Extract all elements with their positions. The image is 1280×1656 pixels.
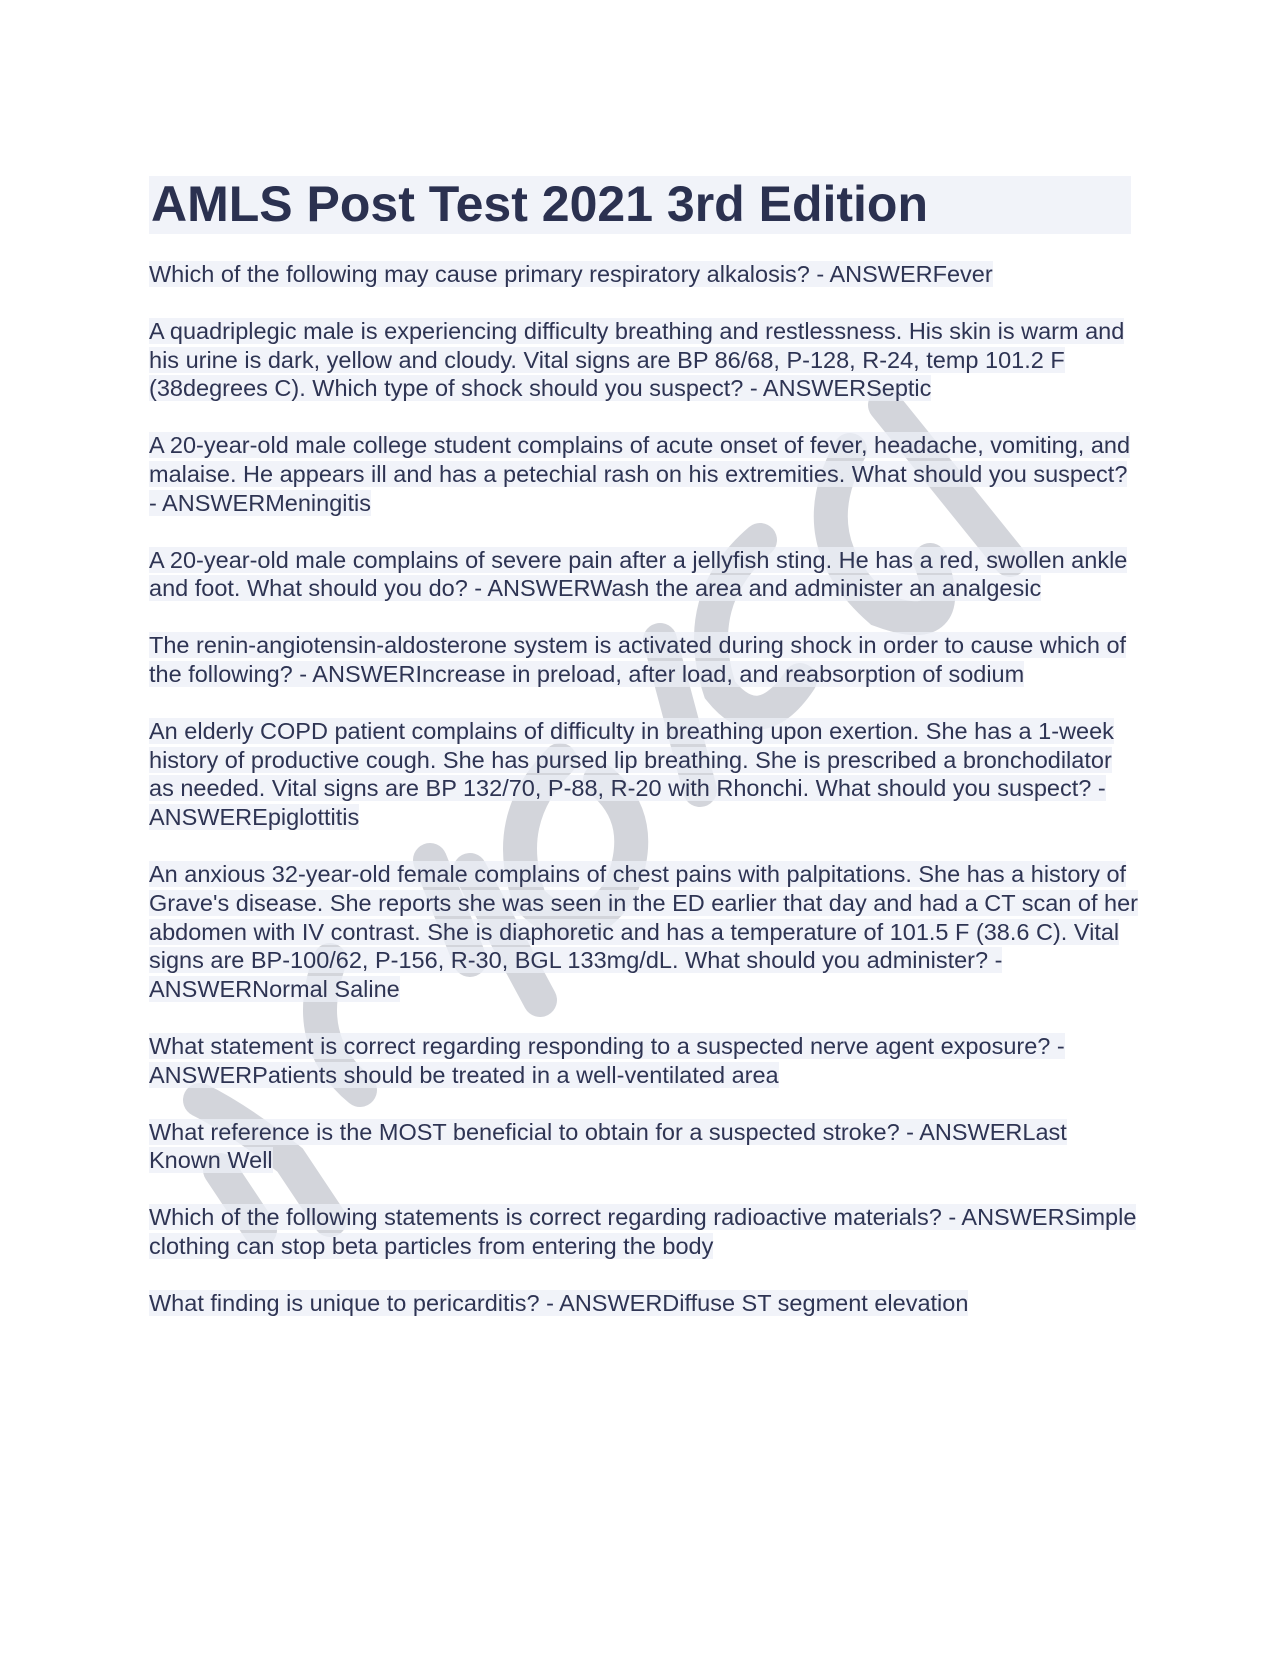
- qa-item: [149, 1032, 1139, 1090]
- document-title: AMLS Post Test 2021 3rd Edition: [149, 176, 1131, 234]
- qa-item: [149, 717, 1139, 832]
- qa-text: A 20-year-old male college student complains of acute onset of fever, headache, vomiting, and malaise. He appears ill and has a petechial rash on his extremities. What should you suspect? - ANSWERMeningitis: [149, 432, 1131, 516]
- qa-text: The renin-angiotensin-aldosterone system is activated during shock in order to cause which of the following? - ANSWERIncrease in preload, after load, and reabsorption of sodium: [149, 632, 1127, 687]
- qa-text: What reference is the MOST beneficial to obtain for a suspected stroke? - ANSWERLast Known Well: [149, 1118, 1067, 1174]
- qa-text: What statement is correct regarding responding to a suspected nerve agent exposure? - ANSWERPatients should be treated in a well-ventilated area: [149, 1032, 1065, 1088]
- qa-item: [149, 631, 1139, 689]
- document-body: [149, 176, 1139, 1346]
- qa-item: [149, 260, 1139, 289]
- qa-item: [149, 1118, 1139, 1176]
- qa-text: An anxious 32-year-old female complains of chest pains with palpitations. She has a history of Grave's disease. She reports she was seen in the ED earlier that day and had a CT scan of her abdomen with IV contrast. She is diaphoretic and has a temperature of 101.5 F (38.6 C). Vital signs are BP-100/62, P-156, R-30, BGL 133mg/dL. What should you administer? - ANSWERNormal Saline: [149, 860, 1138, 1003]
- qa-item: [149, 1203, 1139, 1261]
- qa-text: A quadriplegic male is experiencing difficulty breathing and restlessness. His skin is warm and his urine is dark, yellow and cloudy. Vital signs are BP 86/68, P-128, R-24, temp 101.2 F (38degrees C). Which type of shock should you suspect? - ANSWERSeptic: [149, 317, 1125, 402]
- qa-text: Which of the following statements is correct regarding radioactive materials? - ANSWERSimple clothing can stop beta particles from entering the body: [149, 1204, 1137, 1259]
- qa-item: [149, 431, 1139, 517]
- qa-item: [149, 1289, 1139, 1318]
- qa-text: Which of the following may cause primary respiratory alkalosis? - ANSWERFever: [149, 261, 993, 287]
- qa-text: An elderly COPD patient complains of difficulty in breathing upon exertion. She has a 1-week history of productive cough. She has pursed lip breathing. She is prescribed a bronchodilator as needed. Vital signs are BP 132/70, P-88, R-20 with Rhonchi. What should you suspect? - ANSWEREpiglottitis: [149, 717, 1114, 831]
- qa-text: What finding is unique to pericarditis? - ANSWERDiffuse ST segment elevation: [149, 1289, 969, 1316]
- qa-item: [149, 317, 1139, 403]
- qa-text: A 20-year-old male complains of severe pain after a jellyfish sting. He has a red, swollen ankle and foot. What should you do? - ANSWERWash the area and administer an analgesic: [149, 546, 1128, 602]
- qa-item: [149, 860, 1139, 1004]
- qa-item: [149, 546, 1139, 604]
